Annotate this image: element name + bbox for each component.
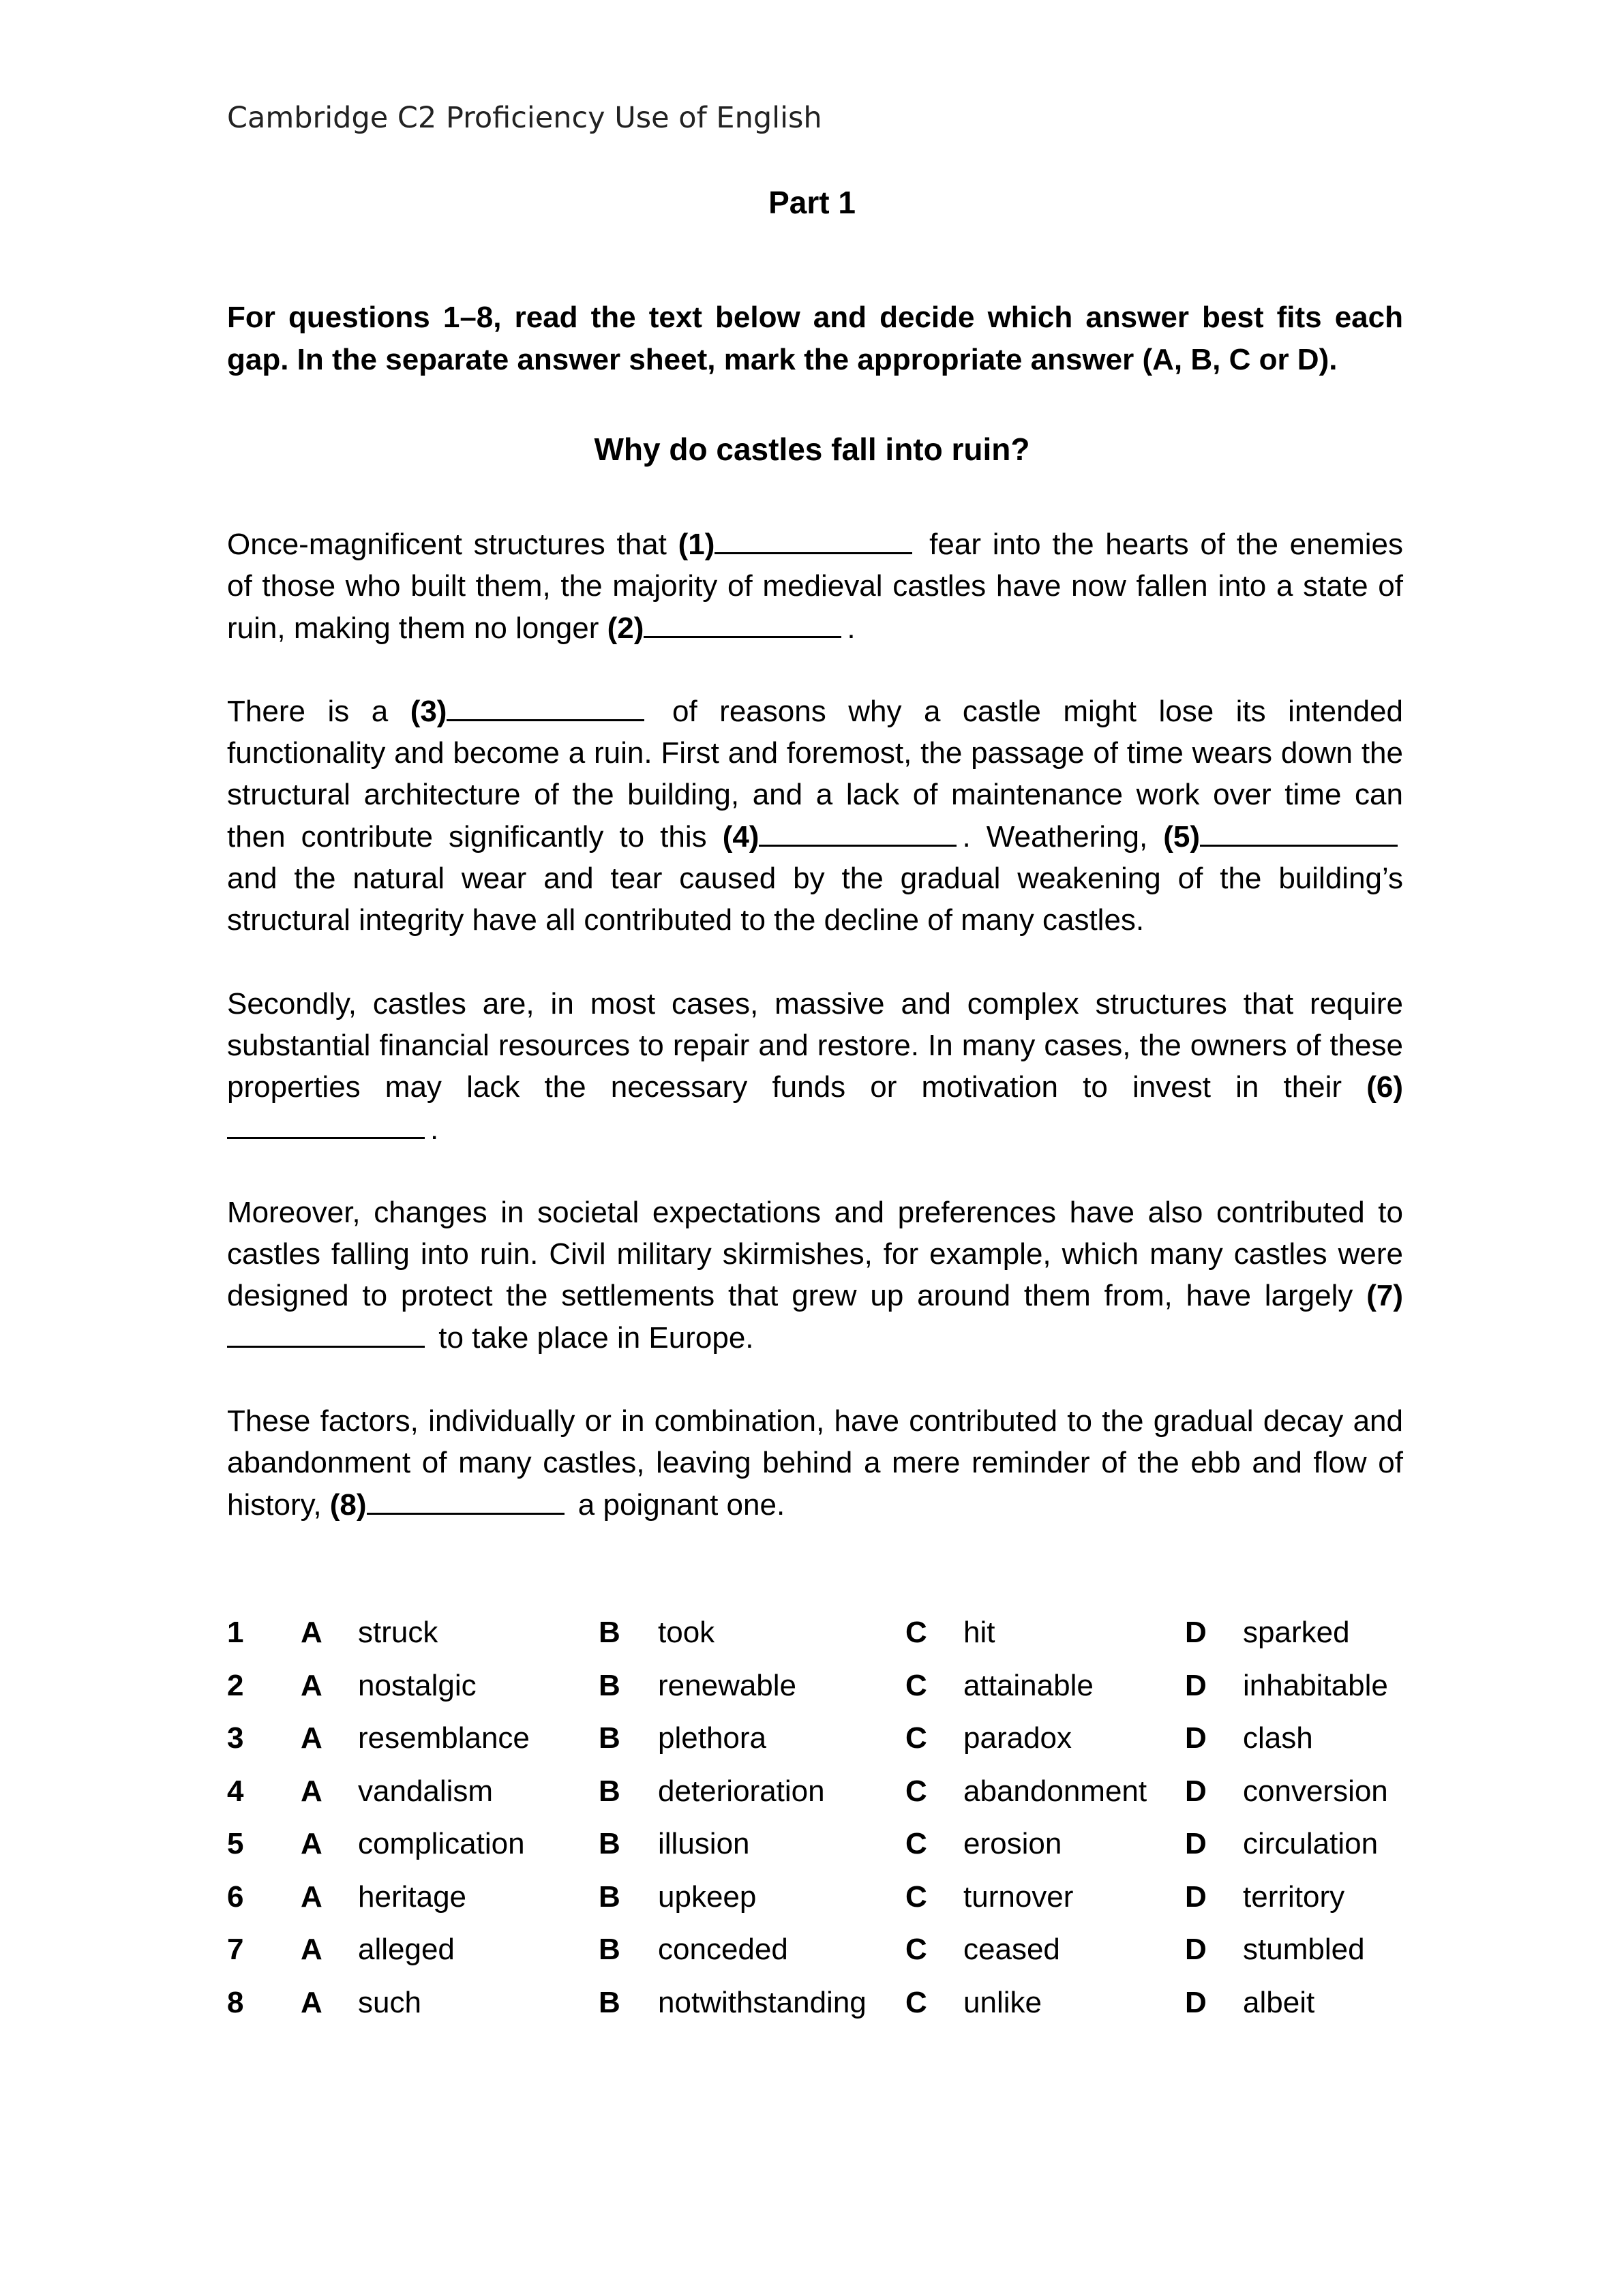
option-d: circulation [1243,1827,1379,1860]
option-d: stumbled [1243,1933,1365,1966]
option-letter-a: A [301,1721,322,1755]
option-letter-c: C [905,1879,927,1914]
gap-blank-4 [759,844,957,847]
option-a: complication [358,1827,525,1860]
gap-blank-8 [367,1512,565,1515]
gap-number-3: (3) [410,694,447,728]
option-d: clash [1243,1721,1313,1755]
option-letter-a: A [301,1668,322,1702]
gap-blank-5 [1200,844,1398,847]
option-row [227,1669,1403,1722]
question-number: 3 [227,1721,244,1755]
option-letter-d: D [1185,1774,1207,1808]
option-c: turnover [963,1879,1074,1914]
option-letter-b: B [599,1985,620,2019]
passage [227,524,1403,1567]
option-row [227,1774,1403,1828]
option-letter-c: C [905,1721,927,1755]
page-header: Cambridge C2 Proficiency Use of English [227,101,822,135]
gap-number-5: (5) [1163,819,1200,854]
passage-text: Secondly, castles are, in most cases, massive and complex structures that require substantial financial resources to repair and restore. In many cases, the owners of these properties may lack the necessary funds or motivation to invest in their [227,986,1403,1104]
text-title: Why do castles fall into ruin? [594,432,1030,467]
paragraph-3 [227,983,1403,1150]
paragraph-5 [227,1400,1403,1526]
option-d: sparked [1243,1616,1350,1649]
option-letter-b: B [599,1933,620,1966]
gap-blank-6 [227,1136,425,1139]
option-d: territory [1243,1879,1345,1914]
option-letter-d: D [1185,1985,1207,2019]
paragraph-1 [227,524,1403,649]
option-letter-d: D [1185,1721,1207,1755]
option-b: notwithstanding [658,1985,867,2019]
option-letter-c: C [905,1827,927,1860]
option-letter-a: A [301,1933,322,1966]
option-c: hit [963,1616,995,1649]
option-row [227,1986,1403,2039]
answer-options-table [227,1616,1403,2038]
question-number: 8 [227,1985,244,2019]
passage-text: and the natural wear and tear caused by the gradual weakening of the building’s structural integrity have all contributed to the decline of many castles. [227,862,1403,937]
option-letter-b: B [599,1616,620,1649]
gap-blank-7 [227,1345,425,1348]
option-a: vandalism [358,1774,494,1808]
question-number: 2 [227,1668,244,1702]
passage-text: . Weathering, [962,819,1164,854]
option-b: took [658,1616,715,1649]
passage-text: Once-magnificent structures that [227,528,678,561]
option-letter-b: B [599,1668,620,1702]
option-letter-c: C [905,1668,927,1702]
option-c: paradox [963,1721,1072,1755]
option-letter-c: C [905,1774,927,1808]
gap-blank-2 [644,635,841,638]
gap-number-2: (2) [607,611,644,645]
option-row [227,1827,1403,1880]
option-b: upkeep [658,1879,757,1914]
option-a: nostalgic [358,1668,477,1702]
passage-text: fear into the hearts of the enemies of those who built them, the majority of medieval castles have now fallen into a state of ruin, making them no longer [227,528,1403,645]
option-letter-b: B [599,1774,620,1808]
gap-number-8: (8) [329,1487,367,1522]
option-letter-c: C [905,1985,927,2019]
option-letter-a: A [301,1985,322,2019]
passage-text: Moreover, changes in societal expectations and preferences have also contributed to castles falling into ruin. Civil military skirmishes, for example, which many castles were designed to protect the settlements that grew up around them from, have largely [227,1195,1403,1313]
option-letter-d: D [1185,1668,1207,1702]
gap-number-4: (4) [722,819,760,854]
option-row [227,1880,1403,1933]
option-b: plethora [658,1721,767,1755]
option-c: attainable [963,1668,1094,1702]
option-d: albeit [1243,1985,1315,2019]
gap-number-6: (6) [1366,1070,1403,1104]
passage-text: a poignant one. [569,1487,785,1522]
option-row [227,1933,1403,1986]
option-letter-b: B [599,1827,620,1860]
option-a: resemblance [358,1721,530,1755]
gap-number-1: (1) [678,528,715,561]
option-c: unlike [963,1985,1042,2019]
option-letter-d: D [1185,1616,1207,1649]
passage-text: of reasons why a castle might lose its intended functionality and become a ruin. First and foremost, the passage of time wears down the structural architecture of the building, and a lack of maintenance work over time can then contribute significantly to this [227,694,1403,854]
question-number: 5 [227,1827,244,1860]
option-letter-d: D [1185,1933,1207,1966]
passage-text: . [430,1112,439,1146]
option-d: inhabitable [1243,1668,1388,1702]
passage-text: There is a [227,694,410,728]
option-letter-a: A [301,1879,322,1914]
option-a: heritage [358,1879,467,1914]
gap-blank-1 [715,552,912,554]
option-c: ceased [963,1933,1060,1966]
option-b: deterioration [658,1774,825,1808]
option-letter-b: B [599,1721,620,1755]
passage-text: These factors, individually or in combination, have contributed to the gradual decay and abandonment of many castles, leaving behind a mere reminder of the ebb and flow of history, [227,1404,1403,1522]
option-row [227,1616,1403,1669]
option-c: erosion [963,1827,1062,1860]
option-b: renewable [658,1668,797,1702]
question-number: 1 [227,1616,244,1649]
option-c: abandonment [963,1774,1147,1808]
option-b: illusion [658,1827,750,1860]
option-a: such [358,1985,421,2019]
option-a: alleged [358,1933,455,1966]
part-title: Part 1 [768,185,856,220]
option-letter-a: A [301,1616,322,1649]
option-a: struck [358,1616,438,1649]
option-letter-c: C [905,1933,927,1966]
paragraph-4 [227,1192,1403,1359]
option-letter-b: B [599,1879,620,1914]
option-letter-d: D [1185,1827,1207,1860]
gap-number-7: (7) [1366,1279,1403,1313]
passage-text: . [847,611,856,645]
gap-blank-3 [447,719,644,721]
option-letter-c: C [905,1616,927,1649]
question-number: 4 [227,1774,244,1808]
option-letter-a: A [301,1774,322,1808]
paragraph-2 [227,691,1403,941]
option-letter-d: D [1185,1879,1207,1914]
question-number: 6 [227,1879,244,1914]
option-b: conceded [658,1933,788,1966]
option-letter-a: A [301,1827,322,1860]
question-number: 7 [227,1933,244,1966]
passage-text: to take place in Europe. [430,1320,754,1355]
option-row [227,1721,1403,1774]
option-d: conversion [1243,1774,1388,1808]
instructions: For questions 1–8, read the text below and decide which answer best fits each gap. In the separate answer sheet, mark the appropriate answer (A, B, C or D). [227,301,1403,376]
